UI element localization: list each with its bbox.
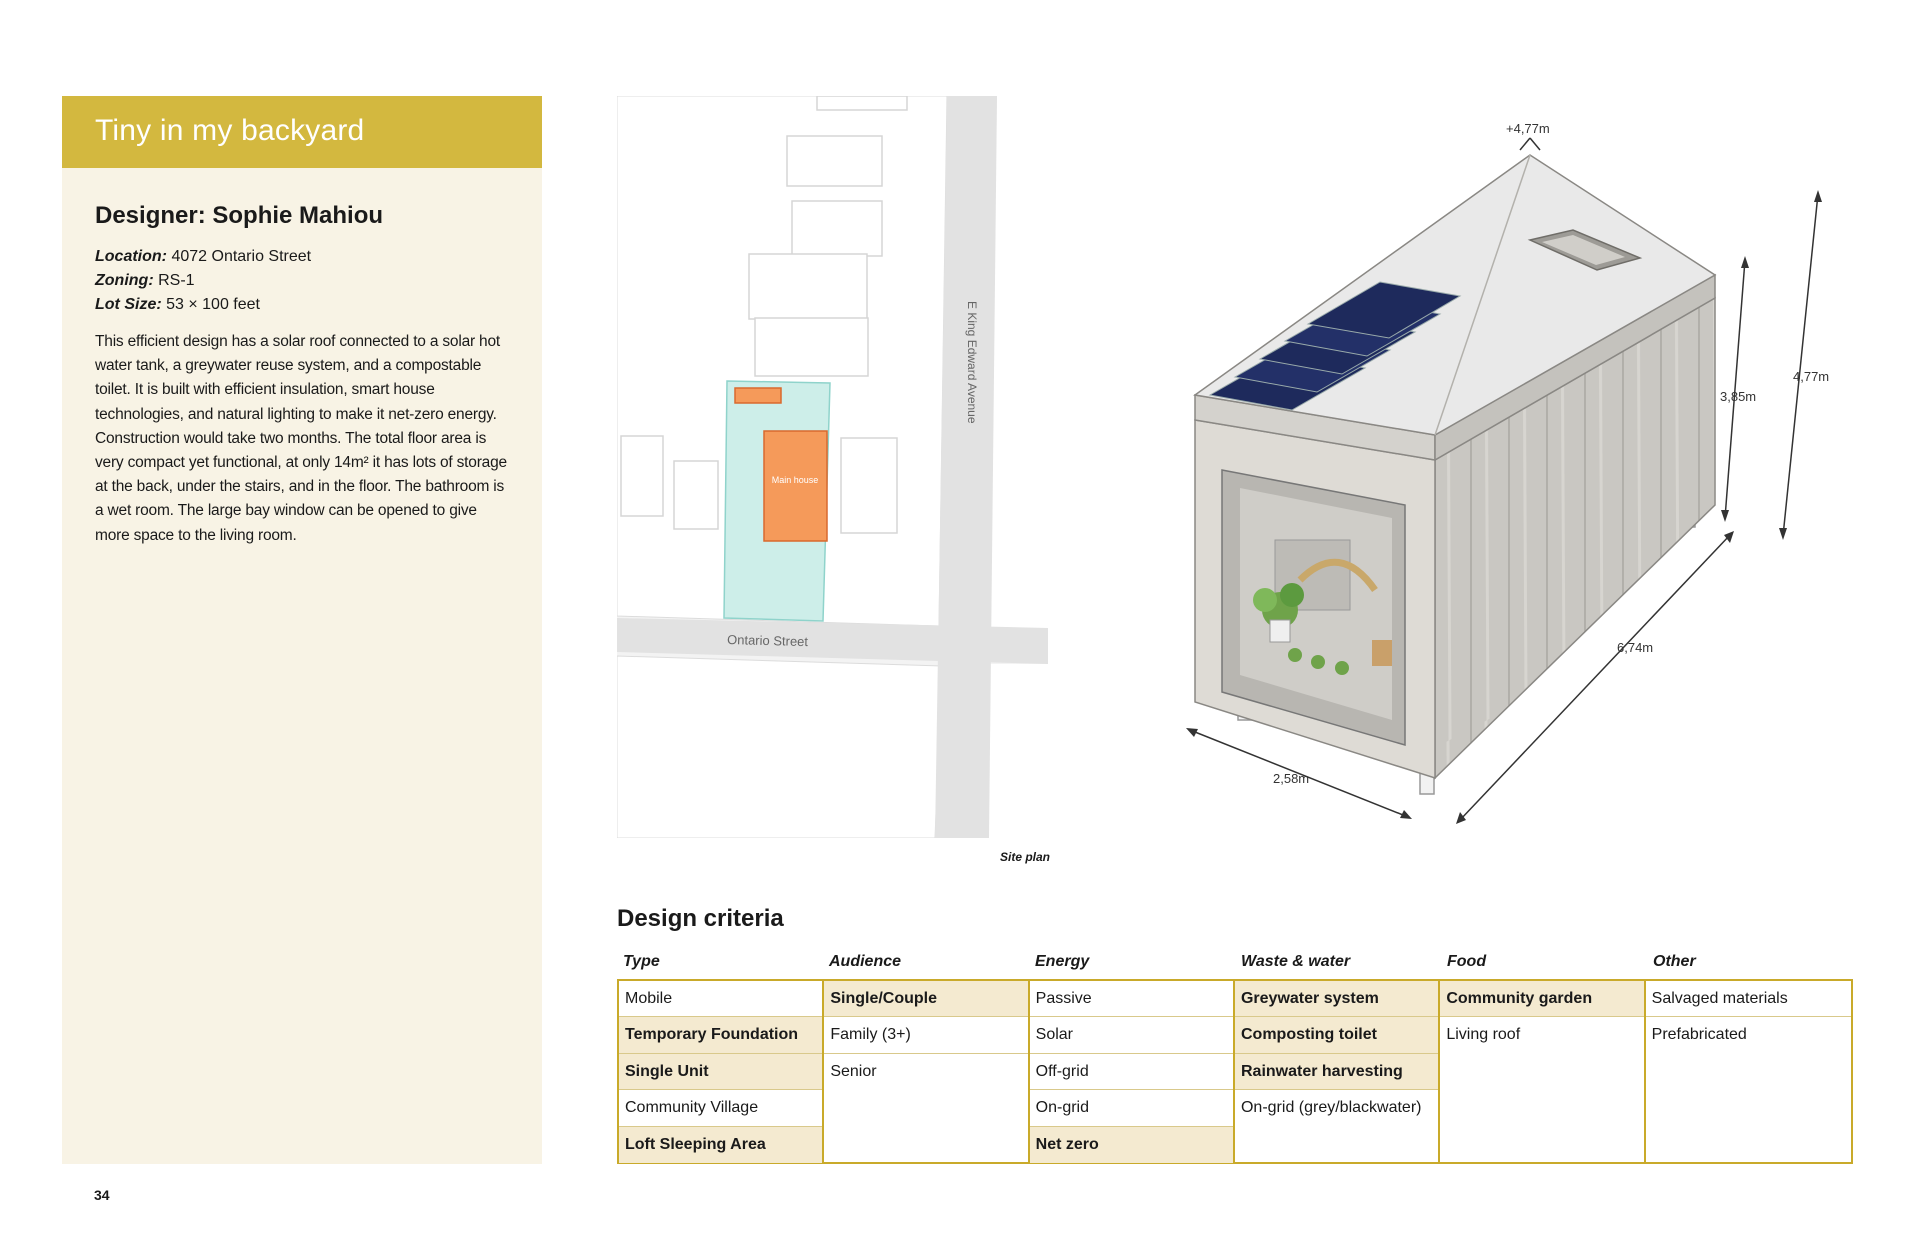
criteria-item: Salvaged materials [1646, 981, 1851, 1017]
meta-location: Location: 4072 Ontario Street [95, 248, 312, 265]
page-number: 34 [94, 1187, 110, 1203]
site-plan-caption: Site plan [1000, 850, 1051, 864]
criteria-column-food [1440, 981, 1645, 1162]
criteria-item: Community garden [1440, 981, 1643, 1017]
main-house-label: Main house [771, 475, 819, 485]
criteria-item: On-grid (grey/blackwater) [1240, 1099, 1422, 1117]
criteria-item: Passive [1030, 981, 1233, 1017]
tiny-house-illustration [1130, 110, 1850, 830]
criteria-grid [617, 979, 1853, 1164]
meta-lot-size: Lot Size: 53 × 100 feet [95, 296, 260, 313]
criteria-title: Design criteria [617, 905, 784, 932]
criteria-item: Prefabricated [1651, 1026, 1747, 1044]
info-panel [62, 96, 542, 1164]
criteria-item: Temporary Foundation [619, 1017, 822, 1053]
criteria-item: Off-grid [1030, 1054, 1233, 1090]
street-label-ontario: Ontario Street [726, 632, 809, 650]
dim-width: 2,58m [1273, 771, 1310, 786]
criteria-header-energy: Energy [1035, 953, 1090, 970]
criteria-item: Single/Couple [824, 981, 1027, 1017]
site-plan [617, 96, 1048, 838]
dim-length: 6,74m [1617, 640, 1654, 655]
page-title: Tiny in my backyard [95, 114, 365, 147]
dim-height-total: 4,77m [1793, 369, 1830, 384]
dim-top: +4,77m [1506, 121, 1550, 136]
criteria-item: Loft Sleeping Area [619, 1127, 822, 1163]
criteria-header-waste: Waste & water [1241, 953, 1351, 970]
criteria-header-type: Type [623, 953, 660, 970]
criteria-item: On-grid [1030, 1090, 1233, 1126]
criteria-header-food: Food [1447, 953, 1487, 970]
criteria-item: Net zero [1030, 1127, 1233, 1163]
designer-name: Designer: Sophie Mahiou [95, 202, 384, 229]
criteria-item: Senior [830, 1062, 877, 1080]
dim-height-wall: 3,85m [1720, 389, 1757, 404]
criteria-item: Solar [1030, 1017, 1233, 1053]
main-house-shape [764, 431, 827, 541]
criteria-item: Rainwater harvesting [1235, 1054, 1438, 1090]
criteria-item: Composting toilet [1235, 1017, 1438, 1053]
criteria-column-waste [1235, 981, 1440, 1162]
criteria-item: Community Village [619, 1090, 822, 1126]
criteria-column-energy [1030, 981, 1235, 1162]
criteria-item: Living roof [1446, 1026, 1521, 1044]
criteria-item: Single Unit [619, 1054, 822, 1090]
criteria-column-other [1646, 981, 1851, 1162]
criteria-column-audience [824, 981, 1029, 1162]
criteria-header-audience: Audience [829, 953, 902, 970]
criteria-header-other: Other [1653, 953, 1696, 970]
meta-zoning: Zoning: RS-1 [95, 272, 195, 289]
criteria-item: Greywater system [1235, 981, 1438, 1017]
criteria-item: Family (3+) [824, 1017, 1027, 1053]
description: This efficient design has a solar roof connected to a solar hot water tank, a greywater reuse system, and a compostable toilet. It is built with efficient insulation, smart house technologies, and natural lighting to make it net-zero energy. Construction would take two months. The total floor area is very compact yet functional, at only 14m² it has lots of storage at the back, under the stairs, and in the floor. The bathroom is a wet room. The large bay window can be opened to give more space to the living room. [95, 333, 507, 544]
street-label-king-edward: E King Edward Avenue [965, 301, 979, 424]
criteria-item: Mobile [619, 981, 822, 1017]
title-bar [62, 96, 542, 168]
criteria-column-type [619, 981, 824, 1162]
